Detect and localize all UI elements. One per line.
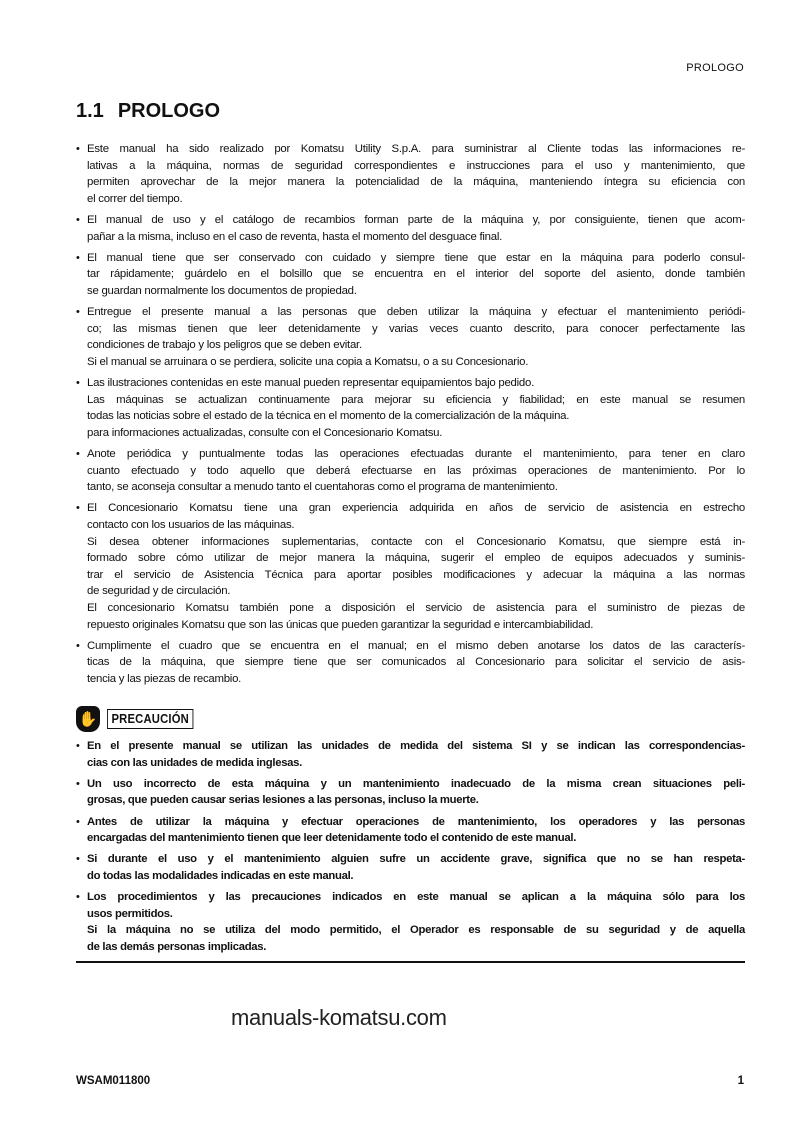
precaution-label: PRECAUCIÓN (107, 709, 193, 729)
bullet-icon: • (76, 891, 80, 904)
text-line: El manual tiene que ser conservado con cuidado y siempre tiene que estar en la máquina para poderlo consul- (87, 251, 745, 264)
bullet-paragraph (76, 304, 745, 370)
bullet-icon: • (76, 251, 80, 264)
bullet-paragraph (76, 141, 745, 207)
text-line: cuanto efectuado y todo aquello que deberá efectuarse en las próximas operaciones de mantenimiento. Por lo (87, 464, 745, 477)
text-line: co; las mismas tienen que leer detenidamente y varias veces cuanto descrito, para conocer perfectamente las (87, 322, 745, 335)
text-line: de seguridad y de circulación. (87, 585, 231, 598)
bullet-icon: • (76, 815, 80, 828)
text-line: usos permitidos. (87, 907, 173, 920)
bullet-icon: • (76, 740, 80, 752)
watermark: manuals-komatsu.com (231, 1005, 447, 1030)
precaution-block (76, 706, 745, 960)
bullet-paragraph (76, 500, 745, 633)
bullet-icon: • (76, 448, 80, 461)
bullet-icon: • (76, 377, 80, 390)
hand-stop-icon: ✋ (76, 706, 100, 732)
section-title: PROLOGO (117, 100, 221, 122)
bullet-icon: • (76, 853, 80, 866)
text-line: El manual de uso y el catálogo de recambios forman parte de la máquina y, por consiguiente, tienen que acom- (87, 213, 745, 226)
text-line: Las máquinas se actualizan continuamente para mejorar su eficiencia y fiabilidad; en este manual se resumen (87, 393, 745, 406)
text-line: condiciones de trabajo y los peligros que se deben evitar. (87, 339, 362, 352)
text-line: El concesionario Komatsu también pone a disposición el servicio de asistencia para el suministro de piezas de (87, 602, 745, 614)
text-line: pañar a la misma, incluso en el caso de reventa, hasta el momento del desguace final. (87, 230, 503, 243)
text-line: trar el servicio de Asistencia Técnica para aportar posibles modificaciones y adecuar la máquina a las normas (87, 568, 745, 581)
text-line: grosas, que pueden causar serias lesiones a las personas, incluso la muerte. (87, 794, 479, 807)
text-line: contacto con los usuarios de las máquinas. (87, 519, 295, 532)
precaution-item (76, 738, 745, 771)
text-line: Si desea obtener informaciones suplementarias, contacte con el Concesionario Komatsu, que siempre está in- (87, 535, 745, 548)
text-line: Si la máquina no se utiliza del modo permitido, el Operador es responsable de su seguridad y de aquella (87, 924, 745, 937)
text-line: Un uso incorrecto de esta máquina y un mantenimiento inadecuado de la misma crean situaciones peli- (87, 777, 745, 790)
text-line: Anote periódica y puntualmente todas las operaciones efectuadas durante el mantenimiento, para tener en claro (87, 448, 745, 461)
text-line: lativas a la máquina, normas de seguridad correspondientes e instrucciones para el uso y mantenimiento, que (87, 159, 745, 172)
text-line: el correr del tiempo. (87, 192, 183, 205)
document-code: WSAM011800 (76, 1075, 151, 1087)
text-line: tencia y las piezas de recambio. (87, 672, 242, 685)
text-line: encargadas del mantenimiento tienen que leer detenidamente todo el contenido de este manual. (87, 832, 577, 845)
bullet-paragraph (76, 375, 745, 441)
text-line: El Concesionario Komatsu tiene una gran experiencia adquirida en años de servicio de asistencia en estrecho (87, 502, 745, 515)
text-line: de las demás personas implicadas. (87, 940, 267, 953)
page-title (76, 100, 220, 123)
text-line: tar rápidamente; guárdelo en el bolsillo que se encuentra en el interior del soporte del asiento, donde también (87, 268, 745, 281)
text-line: repuesto originales Komatsu que son las únicas que pueden garantizar la seguridad e intercambiabilidad. (87, 618, 594, 631)
page-number: 1 (737, 1075, 744, 1087)
bullet-icon: • (76, 502, 80, 515)
bullet-paragraph (76, 446, 745, 496)
precaution-header (76, 706, 745, 732)
text-line: para informaciones actualizadas, consulte con el Concesionario Komatsu. (87, 426, 443, 439)
text-line: Cumplimente el cuadro que se encuentra en el manual; en el mismo deben anotarse los datos de las caracterís- (87, 639, 745, 652)
bullet-icon: • (76, 306, 80, 319)
precaution-item (76, 776, 745, 809)
prologue-body (76, 141, 745, 692)
precaution-list (76, 738, 745, 956)
text-line: todas las noticias sobre el estado de la técnica en el momento de la comercialización de la máquina. (87, 410, 570, 423)
bullet-icon: • (76, 213, 80, 226)
text-line: formado sobre cómo utilizar de mejor manera la máquina, sugerir el empleo de equipos adecuados y suminis- (87, 552, 745, 565)
bullet-icon: • (76, 639, 80, 652)
section-divider (76, 961, 745, 963)
text-line: Las ilustraciones contenidas en este manual pueden representar equipamientos bajo pedido. (87, 377, 534, 390)
text-line: Si el manual se arruinara o se perdiera, solicite una copia a Komatsu, o a su Concesionario. (87, 355, 529, 368)
text-line: Entregue el presente manual a las personas que deben utilizar la máquina y efectuar el mantenimiento periódi- (87, 306, 745, 319)
section-number: 1.1 (76, 100, 104, 122)
bullet-paragraph (76, 212, 745, 245)
bullet-icon: • (76, 143, 80, 155)
text-line: Este manual ha sido realizado por Komatsu Utility S.p.A. para suministrar al Cliente todas las informaciones re- (87, 143, 745, 155)
running-header: PROLOGO (686, 62, 744, 74)
text-line: Antes de utilizar la máquina y efectuar operaciones de mantenimiento, los operadores y las personas (87, 815, 745, 828)
text-line: cias con las unidades de medida inglesas. (87, 756, 302, 769)
text-line: do todas las modalidades indicadas en este manual. (87, 869, 354, 882)
text-line: tanto, se aconseja consultar a menudo tanto el cuentahoras como el programa de mantenimiento. (87, 481, 558, 494)
precaution-item (76, 851, 745, 884)
text-line: Si durante el uso y el mantenimiento alguien sufre un accidente grave, significa que no se han respeta- (87, 853, 745, 866)
text-line: se guardan normalmente los documentos de propiedad. (87, 284, 357, 297)
text-line: Los procedimientos y las precauciones indicados en este manual se aplican a la máquina sólo para los (87, 891, 745, 904)
text-line: En el presente manual se utilizan las unidades de medida del sistema SI y se indican las correspondencias- (87, 740, 745, 752)
text-line: permiten aprovechar de la mejor manera la potencialidad de la máquina, manteniendo íntegra su eficiencia con (87, 176, 745, 189)
precaution-item (76, 814, 745, 847)
bullet-paragraph (76, 250, 745, 300)
text-line: ticas de la máquina, que siempre tiene que ser comunicados al Concesionario para solicitar el servicio de asis- (87, 656, 745, 669)
precaution-item (76, 889, 745, 955)
bullet-icon: • (76, 777, 80, 790)
bullet-paragraph (76, 638, 745, 688)
